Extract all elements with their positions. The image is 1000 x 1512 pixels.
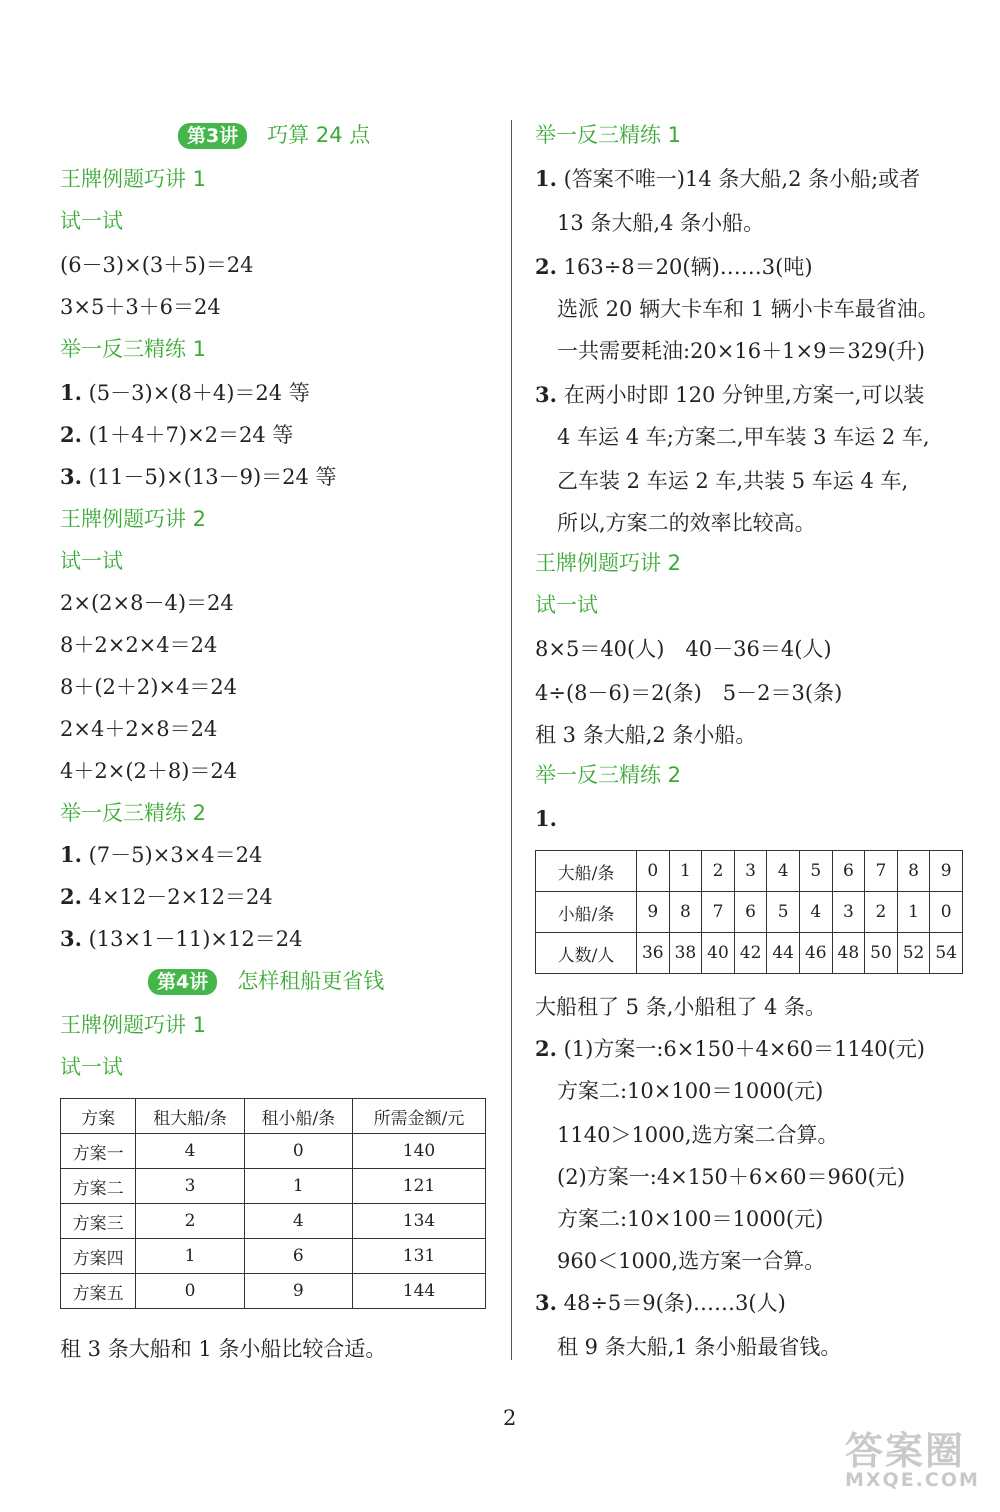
line-text: 2×(2×8－4)＝24 — [60, 591, 234, 615]
table-row — [536, 933, 963, 974]
section-heading — [60, 1054, 123, 1080]
table-cell: 方案一 — [61, 1134, 136, 1169]
lecture-badge: 第4讲 — [148, 969, 217, 995]
table-cell: 0 — [637, 851, 670, 892]
watermark-logo: 答案圈 MXQE.COM — [845, 1429, 980, 1491]
table-row — [61, 1274, 486, 1309]
table-cell: 2 — [865, 892, 898, 933]
item-number: 1. — [535, 166, 557, 191]
answer-line — [60, 884, 273, 910]
section-heading — [60, 548, 123, 574]
table-cell: 121 — [352, 1169, 485, 1204]
table-cell: 40 — [702, 933, 735, 974]
line-text: 举一反三精练 1 — [535, 123, 682, 147]
answer-line — [557, 210, 764, 236]
answer-line — [60, 632, 217, 658]
line-text: 3×5＋3＋6＝24 — [60, 295, 221, 319]
item-number: 3. — [535, 382, 557, 407]
table-cell: 方案五 — [61, 1274, 136, 1309]
answer-line — [557, 296, 939, 322]
table-cell: 2 — [702, 851, 735, 892]
section-heading — [535, 592, 598, 618]
table-cell: 9 — [930, 851, 963, 892]
line-text: 王牌例题巧讲 1 — [60, 1013, 207, 1037]
answer-line — [60, 842, 262, 868]
line-text: 在两小时即 120 分钟里,方案一,可以装 — [556, 383, 925, 407]
table-cell: 134 — [352, 1204, 485, 1239]
line-text: 960＜1000,选方案一合算。 — [557, 1249, 826, 1273]
lecture-3-heading — [178, 122, 370, 149]
table-cell: 36 — [637, 933, 670, 974]
answer-line — [557, 1078, 823, 1104]
table-cell: 方案四 — [61, 1239, 136, 1274]
line-text: (6－3)×(3＋5)＝24 — [60, 253, 254, 277]
answer-line — [557, 1122, 839, 1148]
table-row — [536, 892, 963, 933]
section-heading — [60, 208, 123, 234]
table-cell: 4 — [767, 851, 800, 892]
line-text: 1140＞1000,选方案二合算。 — [557, 1123, 839, 1147]
boat-count-table — [535, 850, 963, 974]
table-cell: 方案二 — [61, 1169, 136, 1204]
line-text: 试一试 — [60, 1055, 123, 1079]
line-text: 试一试 — [60, 549, 123, 573]
answer-line — [60, 758, 237, 784]
table-row — [61, 1239, 486, 1274]
item-number: 1. — [535, 806, 557, 831]
answer-line — [557, 1248, 825, 1274]
table-row — [61, 1169, 486, 1204]
line-text: 2×4＋2×8＝24 — [60, 717, 218, 741]
line-text: (11－5)×(13－9)＝24 等 — [81, 465, 337, 489]
item-number: 2. — [60, 884, 82, 909]
line-text: 王牌例题巧讲 2 — [60, 507, 207, 531]
table-header-cell: 租大船/条 — [136, 1099, 244, 1134]
table-cell: 54 — [930, 933, 963, 974]
answer-line — [557, 1164, 905, 1190]
answer-line — [557, 338, 925, 364]
page-number: 2 — [503, 1406, 517, 1430]
line-text: 租 9 条大船,1 条小船最省钱。 — [557, 1335, 842, 1359]
table-cell: 7 — [702, 892, 735, 933]
table-cell: 38 — [669, 933, 702, 974]
table-header-cell: 所需金额/元 — [352, 1099, 485, 1134]
line-text: (答案不唯一)14 条大船,2 条小船;或者 — [556, 167, 921, 191]
answer-line — [60, 590, 234, 616]
item-number: 3. — [60, 464, 82, 489]
answer-line — [60, 422, 293, 448]
answer-line — [535, 382, 924, 408]
section-heading — [535, 122, 681, 148]
table-cell: 131 — [352, 1239, 485, 1274]
table-cell: 1 — [244, 1169, 352, 1204]
line-text: 举一反三精练 2 — [535, 763, 682, 787]
table-cell: 0 — [136, 1274, 244, 1309]
table-cell: 8 — [897, 851, 930, 892]
line-text: 举一反三精练 1 — [60, 337, 207, 361]
item-number: 3. — [535, 1290, 557, 1315]
table-cell: 0 — [930, 892, 963, 933]
answer-line — [535, 722, 756, 748]
answer-line — [557, 468, 908, 494]
line-text: (7－5)×3×4＝24 — [81, 843, 263, 867]
table-cell: 4 — [244, 1204, 352, 1239]
line-text: 试一试 — [60, 209, 123, 233]
line-text: (1＋4＋7)×2＝24 等 — [81, 423, 294, 447]
answer-line — [535, 994, 826, 1020]
table-cell: 0 — [244, 1134, 352, 1169]
section-heading — [60, 336, 206, 362]
table-cell: 8 — [669, 892, 702, 933]
answer-line — [60, 674, 237, 700]
section-heading — [60, 800, 206, 826]
table-cell: 3 — [734, 851, 767, 892]
section-heading — [60, 506, 206, 532]
line-text: 租 3 条大船,2 条小船。 — [535, 723, 757, 747]
table-cell: 48 — [832, 933, 865, 974]
boat-plan-table — [60, 1098, 486, 1309]
table-cell: 3 — [136, 1169, 244, 1204]
table-cell: 2 — [136, 1204, 244, 1239]
lecture-title: 怎样租船更省钱 — [237, 969, 385, 993]
item-number: 1. — [60, 380, 82, 405]
line-text: 方案二:10×100＝1000(元) — [557, 1207, 824, 1231]
table-cell: 9 — [637, 892, 670, 933]
table-cell: 5 — [799, 851, 832, 892]
table-cell: 小船/条 — [536, 892, 637, 933]
line-text: 举一反三精练 2 — [60, 801, 207, 825]
conclusion-text: 租 3 条大船和 1 条小船比较合适。 — [60, 1337, 387, 1361]
lecture-title: 巧算 24 点 — [267, 123, 371, 147]
table-cell: 46 — [799, 933, 832, 974]
line-text: 4÷(8－6)＝2(条) 5－2＝3(条) — [535, 681, 843, 705]
line-text: (5－3)×(8＋4)＝24 等 — [81, 381, 310, 405]
line-text: 8＋2×2×4＝24 — [60, 633, 218, 657]
table-cell: 140 — [352, 1134, 485, 1169]
item-number: 2. — [535, 254, 557, 279]
table-cell: 人数/人 — [536, 933, 637, 974]
line-text: 王牌例题巧讲 1 — [60, 167, 207, 191]
line-text: 选派 20 辆大卡车和 1 辆小卡车最省油。 — [557, 297, 939, 321]
table-header-cell: 方案 — [61, 1099, 136, 1134]
lecture-badge: 第3讲 — [178, 123, 247, 149]
table-cell: 1 — [669, 851, 702, 892]
answer-line — [535, 166, 920, 192]
column-divider — [511, 120, 512, 1360]
line-text: 4×12－2×12＝24 — [81, 885, 273, 909]
item-number: 1. — [60, 842, 82, 867]
table-cell: 3 — [832, 892, 865, 933]
table-cell: 1 — [136, 1239, 244, 1274]
table-cell: 6 — [244, 1239, 352, 1274]
answer-line — [535, 254, 813, 280]
line-text: 4 车运 4 车;方案二,甲车装 3 车运 2 车, — [557, 425, 930, 449]
line-text: 8＋(2＋2)×4＝24 — [60, 675, 238, 699]
line-text: 乙车装 2 车运 2 车,共装 5 车运 4 车, — [557, 469, 909, 493]
answer-line — [557, 510, 816, 536]
table-cell: 方案三 — [61, 1204, 136, 1239]
table-cell: 大船/条 — [536, 851, 637, 892]
item-number: 3. — [60, 926, 82, 951]
lecture-4-heading — [148, 968, 384, 995]
table-cell: 52 — [897, 933, 930, 974]
answer-line — [535, 636, 832, 662]
table-cell: 5 — [767, 892, 800, 933]
table-cell: 4 — [799, 892, 832, 933]
table-cell: 1 — [897, 892, 930, 933]
line-text: 所以,方案二的效率比较高。 — [557, 511, 816, 535]
answer-line — [535, 680, 842, 706]
answer-line — [60, 294, 221, 320]
item-number: 2. — [535, 1036, 557, 1061]
line-text: 48÷5＝9(条)……3(人) — [556, 1291, 786, 1315]
table-cell: 42 — [734, 933, 767, 974]
answer-line — [60, 716, 217, 742]
table-cell: 7 — [865, 851, 898, 892]
table-cell: 6 — [832, 851, 865, 892]
table-cell: 4 — [136, 1134, 244, 1169]
answer-line — [535, 806, 557, 832]
section-heading — [535, 550, 681, 576]
section-heading — [60, 166, 206, 192]
line-text: 大船租了 5 条,小船租了 4 条。 — [535, 995, 827, 1019]
table-cell: 50 — [865, 933, 898, 974]
table-header-cell: 租小船/条 — [244, 1099, 352, 1134]
table-cell: 44 — [767, 933, 800, 974]
answer-line — [60, 464, 337, 490]
section-heading — [60, 1012, 206, 1038]
answer-line — [557, 424, 930, 450]
answer-line — [535, 1036, 925, 1062]
answer-line — [60, 380, 310, 406]
line-text: (2)方案一:4×150＋6×60＝960(元) — [557, 1165, 906, 1189]
table-cell: 6 — [734, 892, 767, 933]
line-text: 4＋2×(2＋8)＝24 — [60, 759, 238, 783]
table-cell: 9 — [244, 1274, 352, 1309]
line-text: 一共需要耗油:20×16＋1×9＝329(升) — [557, 339, 925, 363]
table-row — [61, 1204, 486, 1239]
table-row — [61, 1134, 486, 1169]
item-number: 2. — [60, 422, 82, 447]
section-heading — [535, 762, 681, 788]
answer-line — [557, 1206, 823, 1232]
line-text: 8×5＝40(人) 40－36＝4(人) — [535, 637, 832, 661]
answer-line — [60, 252, 254, 278]
line-text: 方案二:10×100＝1000(元) — [557, 1079, 824, 1103]
line-text: 王牌例题巧讲 2 — [535, 551, 682, 575]
answer-line — [535, 1290, 786, 1316]
line-text: 试一试 — [535, 593, 598, 617]
answer-line — [60, 926, 302, 952]
line-text: (1)方案一:6×150＋4×60＝1140(元) — [556, 1037, 925, 1061]
answer-line — [557, 1334, 841, 1360]
table-cell: 144 — [352, 1274, 485, 1309]
line-text: 163÷8＝20(辆)……3(吨) — [556, 255, 813, 279]
line-text: 13 条大船,4 条小船。 — [557, 211, 765, 235]
table-row — [536, 851, 963, 892]
line-text: (13×1－11)×12＝24 — [81, 927, 303, 951]
